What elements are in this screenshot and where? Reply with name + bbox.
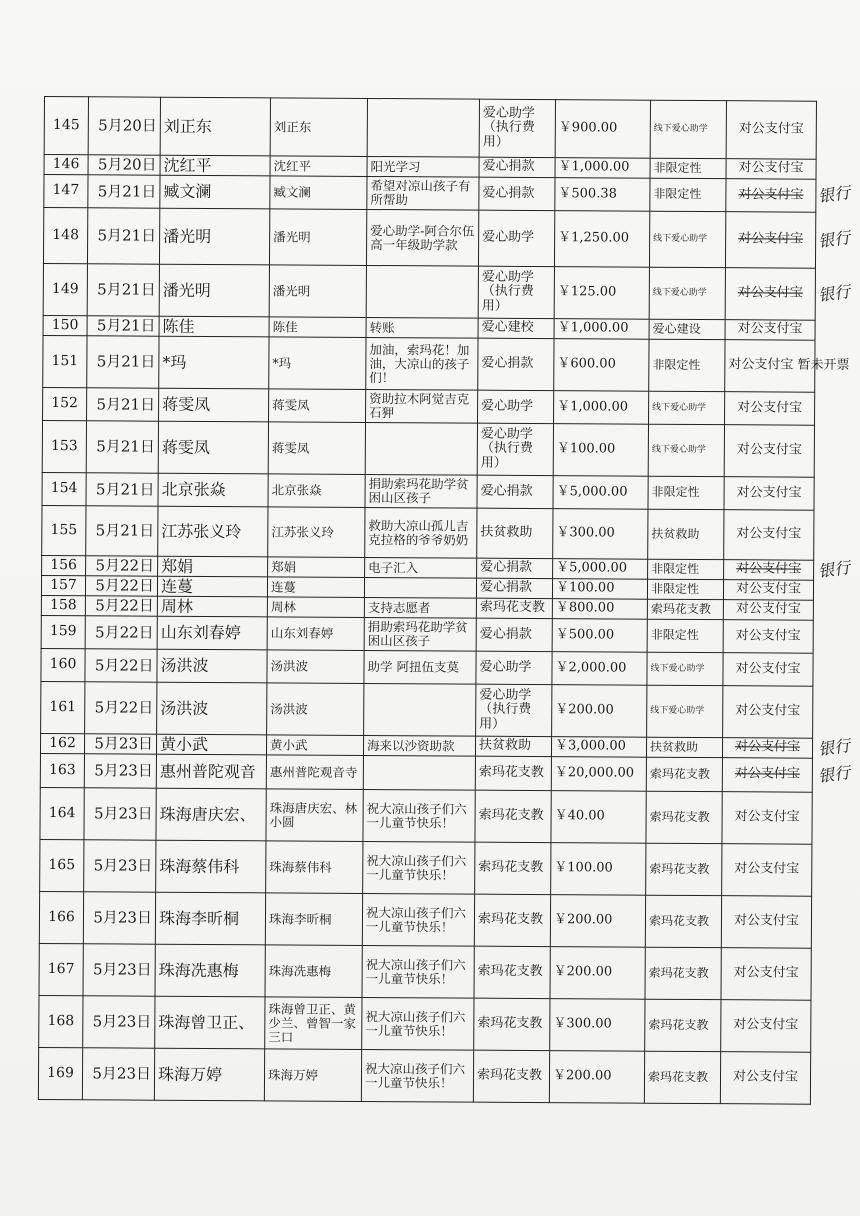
note-cell: 祝大凉山孩子们六一儿童节快乐！ xyxy=(363,841,475,894)
table-row xyxy=(39,891,811,948)
project-cell: 线下爱心助学 xyxy=(649,391,725,424)
donation-type-cell: 爱心捐款 xyxy=(476,578,552,598)
payment-channel-text: 对公支付宝 xyxy=(733,965,799,981)
date-cell: 5月22日 xyxy=(86,556,158,576)
note-cell xyxy=(367,98,479,157)
project-cell: 非限定性 xyxy=(650,158,726,178)
amount-cell: ￥5,000.00 xyxy=(553,559,648,580)
donor-cell: 陈佳 xyxy=(159,316,269,337)
row-index: 149 xyxy=(43,263,87,315)
row-index: 146 xyxy=(44,155,88,175)
row-index: 159 xyxy=(41,615,85,648)
payment-channel-cell xyxy=(725,320,815,341)
donation-type-cell: 爱心助学 xyxy=(476,651,552,684)
project-cell: 扶贫救助 xyxy=(648,509,724,559)
amount-cell: ￥1,000.00 xyxy=(554,319,649,340)
project-cell: 索玛花支教 xyxy=(646,757,722,791)
project-cell: 爱心建设 xyxy=(649,319,725,339)
donation-type-cell: 爱心捐款 xyxy=(477,475,553,508)
donor-cell: 珠海蔡伟科 xyxy=(156,840,266,893)
donor-cell: 刘正东 xyxy=(160,97,270,156)
donation-type-cell: 扶贫救助 xyxy=(475,736,551,756)
project-cell: 非限定性 xyxy=(647,579,723,599)
row-index: 158 xyxy=(41,595,85,615)
payment-channel-text: 对公支付宝 xyxy=(733,913,800,929)
donation-type-cell: 爱心助学（执行费用） xyxy=(479,99,555,157)
amount-cell: ￥600.00 xyxy=(554,339,649,392)
payment-channel-cell xyxy=(726,159,816,180)
row-index: 161 xyxy=(41,681,85,733)
note-cell: 祝大凉山孩子们六一儿童节快乐！ xyxy=(363,789,475,842)
date-cell: 5月23日 xyxy=(83,996,155,1048)
donor-name-cell: 珠海曾卫正、黄少兰、曾智一家三口 xyxy=(265,997,362,1050)
date-cell: 5月23日 xyxy=(83,892,155,944)
donor-cell: 北京张焱 xyxy=(158,473,268,507)
date-cell: 5月21日 xyxy=(87,388,159,421)
project-cell: 索玛花支教 xyxy=(645,999,721,1051)
donor-cell: 江苏张义玲 xyxy=(158,506,268,557)
amount-cell: ￥20,000.00 xyxy=(551,757,646,792)
project-cell: 线下爱心助学 xyxy=(647,685,723,737)
project-cell: 扶贫救助 xyxy=(646,737,722,757)
payment-channel-text: 对公支付宝 xyxy=(737,399,803,416)
payment-channel-text: 对公支付宝 xyxy=(736,484,802,501)
row-index: 155 xyxy=(42,505,86,555)
amount-cell: ￥200.00 xyxy=(552,685,647,738)
row-index: 160 xyxy=(41,648,85,681)
payment-channel-cell xyxy=(724,510,814,561)
donor-cell: 惠州普陀观音 xyxy=(156,754,266,789)
payment-channel-text: 对公支付宝 xyxy=(734,739,801,755)
project-cell: 非限定性 xyxy=(647,619,723,652)
donor-name-cell: 沈红平 xyxy=(270,156,367,177)
note-cell: 希望对凉山孩子有所帮助 xyxy=(367,176,479,210)
donor-cell: 沈红平 xyxy=(160,155,270,176)
note-cell xyxy=(364,683,476,736)
donor-cell: 山东刘春婷 xyxy=(157,616,267,650)
project-cell: 线下爱心助学 xyxy=(647,652,723,685)
payment-channel-text: 对公支付宝 xyxy=(734,861,800,877)
payment-channel-cell xyxy=(724,425,814,478)
donor-name-cell: 珠海李昕桐 xyxy=(265,893,362,946)
date-cell: 5月23日 xyxy=(83,944,155,996)
donor-name-cell: 珠海万婷 xyxy=(264,1049,361,1102)
row-index: 156 xyxy=(42,555,86,575)
note-cell xyxy=(363,755,475,790)
table-row xyxy=(43,263,815,320)
date-cell: 5月21日 xyxy=(87,208,159,264)
note-cell: 捐助索玛花助学贫困山区孩子 xyxy=(364,617,476,651)
donation-type-cell: 爱心建校 xyxy=(478,318,554,338)
project-cell: 非限定性 xyxy=(648,476,724,509)
donor-cell: 汤洪波 xyxy=(157,649,267,683)
date-cell: 5月21日 xyxy=(87,264,159,316)
donation-type-cell: 索玛花支教 xyxy=(474,946,550,998)
note-cell: 助学 阿扭伍支莫 xyxy=(364,650,476,684)
donation-type-cell: 索玛花支教 xyxy=(475,842,551,894)
row-index: 153 xyxy=(42,420,86,472)
note-cell: 救助大凉山孤儿吉克拉格的爷爷奶奶 xyxy=(365,507,477,558)
payment-channel-text: 对公支付宝 xyxy=(736,442,802,458)
donor-name-cell: 珠海蔡伟科 xyxy=(266,841,363,894)
date-cell: 5月23日 xyxy=(84,754,156,788)
donor-name-cell: *玛 xyxy=(269,337,366,390)
donor-name-cell: 黄小武 xyxy=(266,735,363,756)
table-row xyxy=(38,1047,810,1104)
project-cell: 索玛花支教 xyxy=(644,1051,720,1103)
payment-channel-text: 对公支付宝 xyxy=(737,321,803,337)
payment-channel-text: 对公支付宝 xyxy=(738,186,804,203)
amount-cell: ￥500.38 xyxy=(555,178,650,212)
row-index: 164 xyxy=(40,787,84,839)
project-cell: 线下爱心助学 xyxy=(648,424,724,476)
amount-cell: ￥300.00 xyxy=(550,999,645,1052)
donation-type-cell: 爱心助学（执行费用） xyxy=(478,266,554,318)
payment-channel-cell xyxy=(724,560,814,581)
note-cell: 加油，索玛花！加油，大凉山的孩子们！ xyxy=(366,337,478,390)
date-cell: 5月21日 xyxy=(87,316,159,336)
payment-channel-cell xyxy=(726,101,816,160)
table-row xyxy=(44,175,816,213)
note-cell xyxy=(364,577,476,598)
table-row xyxy=(40,787,812,844)
date-cell: 5月21日 xyxy=(88,175,160,208)
note-cell: 祝大凉山孩子们六一儿童节快乐！ xyxy=(362,997,474,1050)
amount-cell: ￥1,250.00 xyxy=(554,211,649,268)
donor-cell: 连蔓 xyxy=(157,576,267,597)
donation-type-cell: 索玛花支教 xyxy=(474,998,550,1050)
row-index: 147 xyxy=(44,175,88,208)
payment-channel-cell xyxy=(725,392,815,426)
amount-cell: ￥300.00 xyxy=(553,509,648,560)
project-cell: 索玛花支教 xyxy=(645,895,721,947)
donor-cell: 潘光明 xyxy=(159,208,269,265)
date-cell: 5月22日 xyxy=(85,576,157,596)
table-row xyxy=(41,681,813,738)
row-index: 166 xyxy=(39,891,83,943)
donor-name-cell: 珠海冼惠梅 xyxy=(265,945,362,998)
donation-type-cell: 爱心捐款 xyxy=(478,338,554,390)
handwritten-mark: 银行 xyxy=(816,557,852,581)
donor-name-cell: 陈佳 xyxy=(269,317,366,338)
donation-type-cell: 索玛花支教 xyxy=(474,894,550,946)
note-cell: 阳光学习 xyxy=(367,156,479,177)
project-cell: 非限定性 xyxy=(648,559,724,579)
donor-name-cell: 珠海唐庆宏、林小圆 xyxy=(266,789,363,842)
amount-cell: ￥125.00 xyxy=(554,267,649,320)
row-index: 163 xyxy=(40,753,84,787)
project-cell: 线下爱心助学 xyxy=(650,100,726,158)
donor-name-cell: 周林 xyxy=(267,597,364,618)
payment-channel-text: 对公支付宝 xyxy=(736,526,802,542)
row-index: 168 xyxy=(39,995,83,1047)
project-cell: 索玛花支教 xyxy=(645,947,721,999)
donor-name-cell: 蒋雯凤 xyxy=(269,389,366,423)
handwritten-mark: 银行 xyxy=(816,227,852,251)
payment-channel-text: 对公支付宝 xyxy=(737,285,803,301)
table-row xyxy=(42,505,814,560)
table-row xyxy=(40,839,812,896)
table-row xyxy=(40,753,812,792)
donor-cell: 黄小武 xyxy=(156,734,266,755)
donor-cell: 郑娟 xyxy=(158,556,268,577)
donation-type-cell: 爱心助学 xyxy=(478,390,554,423)
table-row xyxy=(39,995,811,1052)
payment-channel-cell xyxy=(722,844,812,897)
date-cell: 5月23日 xyxy=(84,788,156,840)
payment-channel-cell xyxy=(722,738,812,759)
row-index: 152 xyxy=(43,387,87,420)
donor-name-cell: 惠州普陀观音寺 xyxy=(266,755,363,790)
payment-channel-cell xyxy=(723,580,813,601)
payment-channel-cell xyxy=(722,758,812,793)
project-cell: 非限定性 xyxy=(650,178,726,211)
note-cell xyxy=(366,265,478,318)
date-cell: 5月21日 xyxy=(86,473,158,506)
date-cell: 5月22日 xyxy=(85,682,157,734)
note-cell: 爱心助学-阿合尔伍高一年级助学款 xyxy=(366,209,478,266)
payment-channel-cell xyxy=(723,620,813,654)
donor-cell: 汤洪波 xyxy=(157,682,267,735)
row-index: 169 xyxy=(38,1047,82,1099)
payment-channel-cell xyxy=(722,792,812,845)
amount-cell: ￥100.00 xyxy=(551,843,646,896)
payment-channel-cell xyxy=(725,268,815,321)
date-cell: 5月22日 xyxy=(85,616,157,649)
donation-type-cell: 爱心捐款 xyxy=(477,558,553,578)
date-cell: 5月21日 xyxy=(87,336,159,388)
payment-channel-cell xyxy=(725,340,850,393)
project-cell: 线下爱心助学 xyxy=(649,267,725,319)
donation-type-cell: 索玛花支教 xyxy=(475,756,551,790)
note-cell: 海来以沙资助款 xyxy=(363,735,475,756)
payment-channel-text: 对公支付宝 xyxy=(735,581,802,597)
donation-type-cell: 爱心助学（执行费用） xyxy=(477,423,553,475)
payment-channel-text: 对公支付宝 暂未开票 xyxy=(728,357,850,374)
donor-cell: 珠海万婷 xyxy=(154,1048,264,1101)
date-cell: 5月22日 xyxy=(85,596,157,616)
donor-name-cell: 郑娟 xyxy=(268,557,365,578)
donor-cell: 珠海冼惠梅 xyxy=(155,944,265,997)
donation-type-cell: 爱心捐款 xyxy=(479,157,555,177)
donor-cell: 珠海唐庆宏、 xyxy=(156,788,266,841)
row-index: 145 xyxy=(44,97,88,155)
amount-cell: ￥100.00 xyxy=(552,579,647,600)
date-cell: 5月21日 xyxy=(86,421,158,473)
project-cell: 非限定性 xyxy=(649,339,725,391)
handwritten-mark: 银行 xyxy=(816,183,852,207)
project-cell: 线下爱心助学 xyxy=(649,211,725,267)
donation-type-cell: 爱心捐款 xyxy=(479,177,555,210)
amount-cell: ￥900.00 xyxy=(555,100,650,159)
donation-type-cell: 索玛花支教 xyxy=(476,598,552,618)
donor-cell: 蒋雯凤 xyxy=(158,421,268,474)
note-cell: 祝大凉山孩子们六一儿童节快乐！ xyxy=(362,893,474,946)
table-row xyxy=(43,208,815,269)
payment-channel-cell xyxy=(723,686,813,739)
amount-cell: ￥2,000.00 xyxy=(552,652,647,686)
handwritten-mark: 银行 xyxy=(816,281,852,305)
table-row xyxy=(43,387,815,425)
handwritten-mark: 银行 xyxy=(816,735,852,759)
payment-channel-text: 对公支付宝 xyxy=(738,160,804,176)
donation-type-cell: 扶贫救助 xyxy=(477,508,553,558)
row-index: 148 xyxy=(43,208,87,264)
row-index: 151 xyxy=(43,335,87,387)
amount-cell: ￥100.00 xyxy=(553,424,648,477)
note-cell: 祝大凉山孩子们六一儿童节快乐！ xyxy=(361,1049,473,1102)
date-cell: 5月21日 xyxy=(86,506,158,556)
donor-name-cell: 刘正东 xyxy=(270,98,367,157)
note-cell: 电子汇入 xyxy=(365,557,477,578)
note-cell: 捐助索玛花助学贫困山区孩子 xyxy=(365,474,477,508)
note-cell xyxy=(365,422,477,475)
amount-cell: ￥40.00 xyxy=(551,791,646,844)
row-index: 162 xyxy=(40,733,84,753)
project-cell: 索玛花支教 xyxy=(647,599,723,619)
table-row xyxy=(44,97,816,160)
amount-cell: ￥200.00 xyxy=(550,947,645,1000)
donor-name-cell: 潘光明 xyxy=(269,209,366,266)
date-cell: 5月22日 xyxy=(85,649,157,682)
donation-type-cell: 索玛花支教 xyxy=(475,790,551,842)
donor-name-cell: 北京张焱 xyxy=(268,474,365,508)
note-cell: 祝大凉山孩子们六一儿童节快乐！ xyxy=(362,945,474,998)
row-index: 150 xyxy=(43,315,87,335)
note-cell: 支持志愿者 xyxy=(364,597,476,618)
row-index: 154 xyxy=(42,472,86,505)
payment-channel-cell xyxy=(723,653,813,687)
handwritten-mark: 银行 xyxy=(816,762,852,786)
note-cell: 转账 xyxy=(366,317,478,338)
payment-channel-text: 对公支付宝 xyxy=(735,627,801,644)
payment-channel-cell xyxy=(720,1052,810,1105)
donation-type-cell: 爱心助学 xyxy=(478,210,554,266)
table-row xyxy=(42,420,814,477)
table-row xyxy=(39,943,811,1000)
payment-channel-cell xyxy=(721,1000,811,1053)
row-index: 157 xyxy=(41,575,85,595)
donor-cell: 珠海曾卫正、 xyxy=(155,996,265,1049)
row-index: 167 xyxy=(39,943,83,995)
donor-name-cell: 汤洪波 xyxy=(267,683,364,736)
donor-name-cell: 汤洪波 xyxy=(267,650,364,684)
donor-name-cell: 臧文澜 xyxy=(270,176,367,210)
date-cell: 5月23日 xyxy=(84,734,156,754)
amount-cell: ￥200.00 xyxy=(550,895,645,948)
amount-cell: ￥3,000.00 xyxy=(551,737,646,758)
donor-name-cell: 潘光明 xyxy=(269,265,366,318)
payment-channel-text: 对公支付宝 xyxy=(738,231,804,247)
note-cell: 资助拉木阿觉吉克石狎 xyxy=(366,389,478,423)
donation-type-cell: 索玛花支教 xyxy=(473,1050,549,1102)
table-row xyxy=(43,335,815,392)
amount-cell: ￥500.00 xyxy=(552,619,647,653)
row-index: 165 xyxy=(40,839,84,891)
donor-cell: *玛 xyxy=(159,336,269,389)
payment-channel-text: 对公支付宝 xyxy=(733,1017,799,1033)
payment-channel-cell xyxy=(721,948,811,1001)
payment-channel-text: 对公支付宝 xyxy=(736,561,802,577)
payment-channel-text: 对公支付宝 xyxy=(734,809,800,825)
payment-channel-cell xyxy=(726,179,816,213)
donor-cell: 珠海李昕桐 xyxy=(155,892,265,945)
date-cell: 5月23日 xyxy=(84,840,156,892)
amount-cell: ￥200.00 xyxy=(549,1051,644,1104)
payment-channel-text: 对公支付宝 xyxy=(732,1069,799,1085)
payment-channel-text: 对公支付宝 xyxy=(735,660,801,677)
payment-channel-text: 对公支付宝 xyxy=(735,703,801,719)
date-cell: 5月20日 xyxy=(88,155,160,175)
table-row xyxy=(41,648,813,686)
donor-name-cell: 江苏张义玲 xyxy=(268,507,365,558)
payment-channel-text: 对公支付宝 xyxy=(738,121,804,137)
donor-name-cell: 蒋雯凤 xyxy=(268,422,365,475)
donor-name-cell: 连蔓 xyxy=(267,577,364,598)
donor-cell: 潘光明 xyxy=(159,264,269,317)
payment-channel-text: 对公支付宝 xyxy=(735,601,801,617)
donation-type-cell: 爱心捐款 xyxy=(476,618,552,651)
date-cell: 5月20日 xyxy=(88,97,160,155)
donor-cell: 臧文澜 xyxy=(160,175,270,209)
donor-name-cell: 山东刘春婷 xyxy=(267,617,364,651)
date-cell: 5月23日 xyxy=(82,1048,154,1100)
donor-cell: 蒋雯凤 xyxy=(159,388,269,422)
donor-cell: 周林 xyxy=(157,596,267,617)
payment-channel-text: 对公支付宝 xyxy=(734,766,800,782)
project-cell: 索玛花支教 xyxy=(646,843,722,895)
payment-channel-cell xyxy=(723,600,813,621)
amount-cell: ￥5,000.00 xyxy=(553,476,648,510)
amount-cell: ￥1,000.00 xyxy=(554,391,649,425)
donation-type-cell: 爱心助学（执行费用） xyxy=(476,684,552,736)
amount-cell: ￥800.00 xyxy=(552,599,647,620)
payment-channel-cell xyxy=(725,212,815,269)
payment-channel-cell xyxy=(724,477,814,511)
table-row xyxy=(42,472,814,510)
project-cell: 索玛花支教 xyxy=(646,791,722,843)
payment-channel-cell xyxy=(721,896,811,949)
amount-cell: ￥1,000.00 xyxy=(555,158,650,179)
table-row xyxy=(41,615,813,653)
